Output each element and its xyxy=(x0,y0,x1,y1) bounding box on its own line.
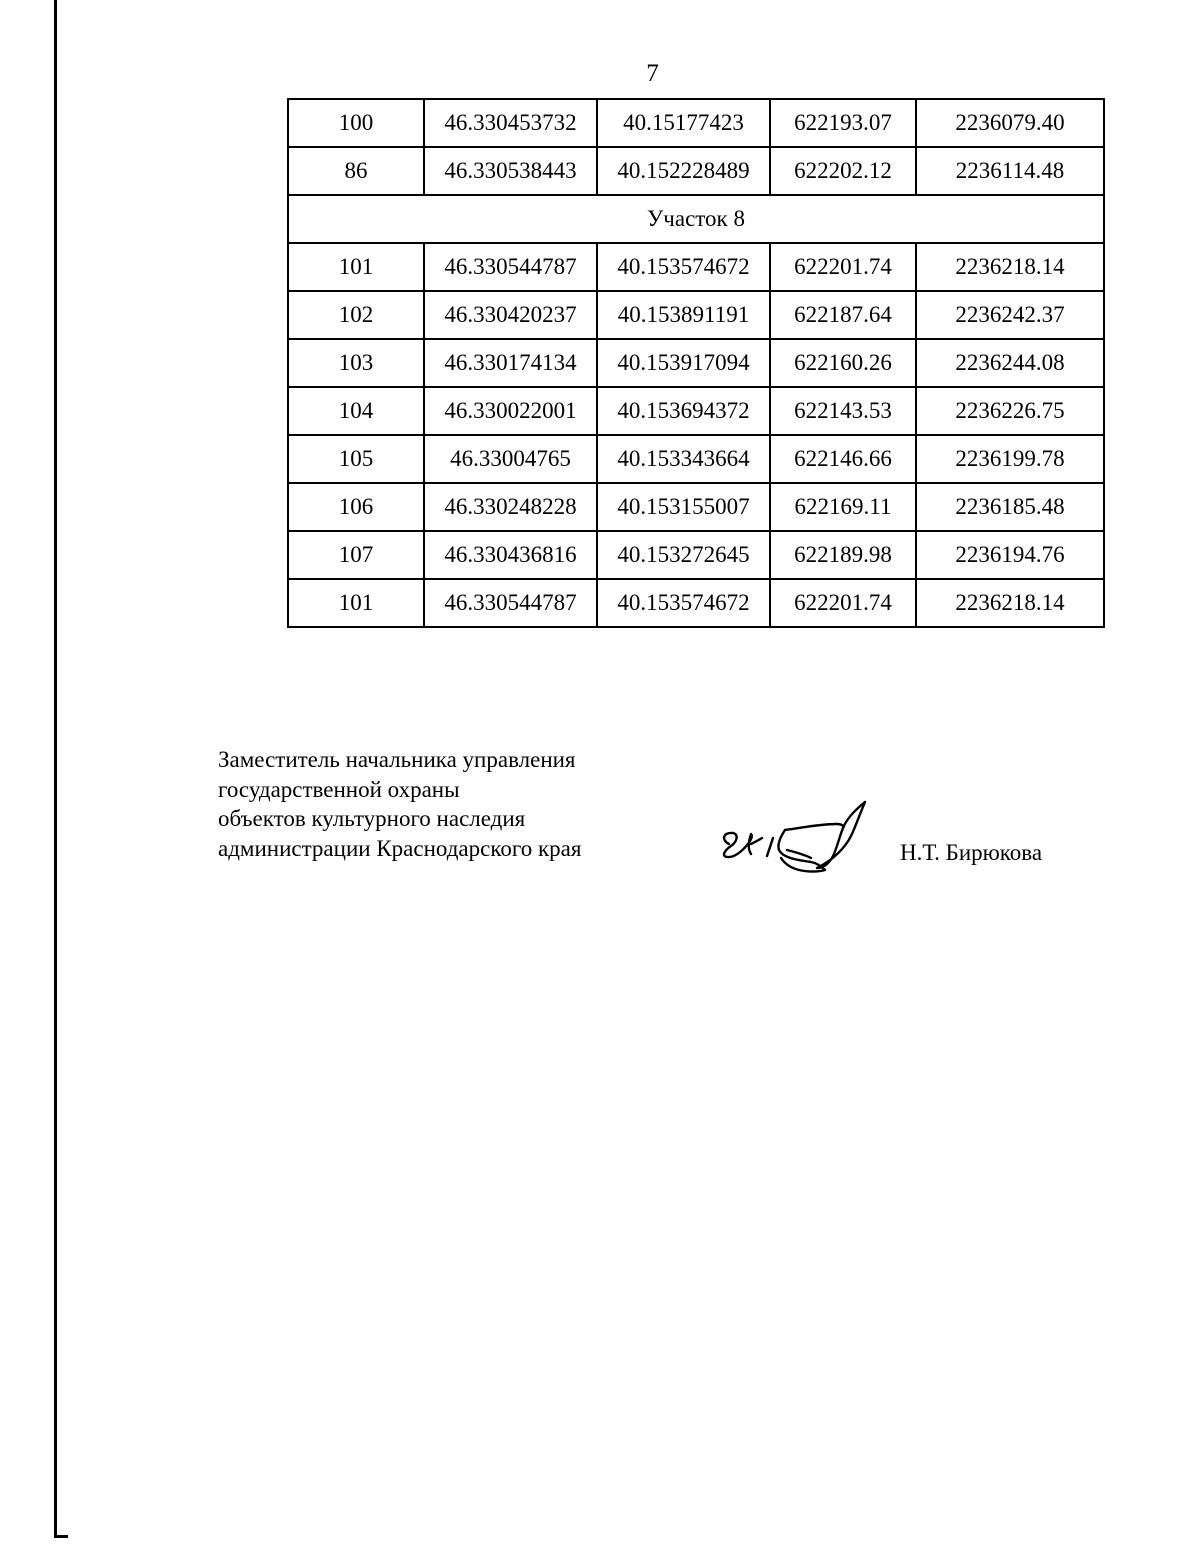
longitude-cell: 40.15177423 xyxy=(597,99,770,147)
point-number-cell: 103 xyxy=(288,339,424,387)
signatory-title-line: объектов культурного наследия xyxy=(218,806,526,831)
table-row xyxy=(288,147,1104,195)
y-coordinate-cell: 2236079.40 xyxy=(916,99,1104,147)
signatory-title xyxy=(218,745,581,863)
y-coordinate-cell: 2236242.37 xyxy=(916,291,1104,339)
latitude-cell: 46.330420237 xyxy=(424,291,597,339)
table-row xyxy=(288,531,1104,579)
latitude-cell: 46.33004765 xyxy=(424,435,597,483)
margin-tick xyxy=(54,1535,68,1538)
y-coordinate-cell: 2236199.78 xyxy=(916,435,1104,483)
point-number-cell: 100 xyxy=(288,99,424,147)
table-row xyxy=(288,387,1104,435)
latitude-cell: 46.330544787 xyxy=(424,243,597,291)
page-number: 7 xyxy=(646,60,659,87)
x-coordinate-cell: 622143.53 xyxy=(770,387,916,435)
longitude-cell: 40.152228489 xyxy=(597,147,770,195)
latitude-cell: 46.330248228 xyxy=(424,483,597,531)
y-coordinate-cell: 2236226.75 xyxy=(916,387,1104,435)
latitude-cell: 46.330544787 xyxy=(424,579,597,627)
table-row xyxy=(288,99,1104,147)
table-row xyxy=(288,339,1104,387)
handwritten-signature xyxy=(715,800,875,880)
latitude-cell: 46.330538443 xyxy=(424,147,597,195)
table-row xyxy=(288,579,1104,627)
y-coordinate-cell: 2236114.48 xyxy=(916,147,1104,195)
longitude-cell: 40.153343664 xyxy=(597,435,770,483)
point-number-cell: 104 xyxy=(288,387,424,435)
y-coordinate-cell: 2236194.76 xyxy=(916,531,1104,579)
longitude-cell: 40.153272645 xyxy=(597,531,770,579)
table-row xyxy=(288,483,1104,531)
longitude-cell: 40.153574672 xyxy=(597,579,770,627)
x-coordinate-cell: 622169.11 xyxy=(770,483,916,531)
longitude-cell: 40.153694372 xyxy=(597,387,770,435)
y-coordinate-cell: 2236185.48 xyxy=(916,483,1104,531)
x-coordinate-cell: 622189.98 xyxy=(770,531,916,579)
x-coordinate-cell: 622187.64 xyxy=(770,291,916,339)
table-row xyxy=(288,243,1104,291)
section-title: Участок 8 xyxy=(288,195,1104,243)
longitude-cell: 40.153574672 xyxy=(597,243,770,291)
x-coordinate-cell: 622146.66 xyxy=(770,435,916,483)
longitude-cell: 40.153155007 xyxy=(597,483,770,531)
section-header-row xyxy=(288,195,1104,243)
y-coordinate-cell: 2236244.08 xyxy=(916,339,1104,387)
point-number-cell: 106 xyxy=(288,483,424,531)
longitude-cell: 40.153891191 xyxy=(597,291,770,339)
margin-line xyxy=(54,0,57,1538)
latitude-cell: 46.330453732 xyxy=(424,99,597,147)
point-number-cell: 101 xyxy=(288,243,424,291)
x-coordinate-cell: 622201.74 xyxy=(770,243,916,291)
table-row xyxy=(288,435,1104,483)
x-coordinate-cell: 622193.07 xyxy=(770,99,916,147)
table-row xyxy=(288,291,1104,339)
signer-name: Н.Т. Бирюкова xyxy=(900,840,1043,865)
signatory-title-line: администрации Краснодарского края xyxy=(218,835,582,861)
signatory-title-line: Заместитель начальника управления xyxy=(218,747,576,772)
latitude-cell: 46.330436816 xyxy=(424,531,597,579)
point-number-cell: 105 xyxy=(288,435,424,483)
point-number-cell: 102 xyxy=(288,291,424,339)
x-coordinate-cell: 622160.26 xyxy=(770,339,916,387)
x-coordinate-cell: 622202.12 xyxy=(770,147,916,195)
x-coordinate-cell: 622201.74 xyxy=(770,579,916,627)
point-number-cell: 86 xyxy=(288,147,424,195)
latitude-cell: 46.330022001 xyxy=(424,387,597,435)
coordinates-table xyxy=(287,98,1105,628)
latitude-cell: 46.330174134 xyxy=(424,339,597,387)
y-coordinate-cell: 2236218.14 xyxy=(916,579,1104,627)
y-coordinate-cell: 2236218.14 xyxy=(916,243,1104,291)
signatory-title-line: государственной охраны xyxy=(218,776,460,802)
point-number-cell: 101 xyxy=(288,579,424,627)
longitude-cell: 40.153917094 xyxy=(597,339,770,387)
point-number-cell: 107 xyxy=(288,531,424,579)
